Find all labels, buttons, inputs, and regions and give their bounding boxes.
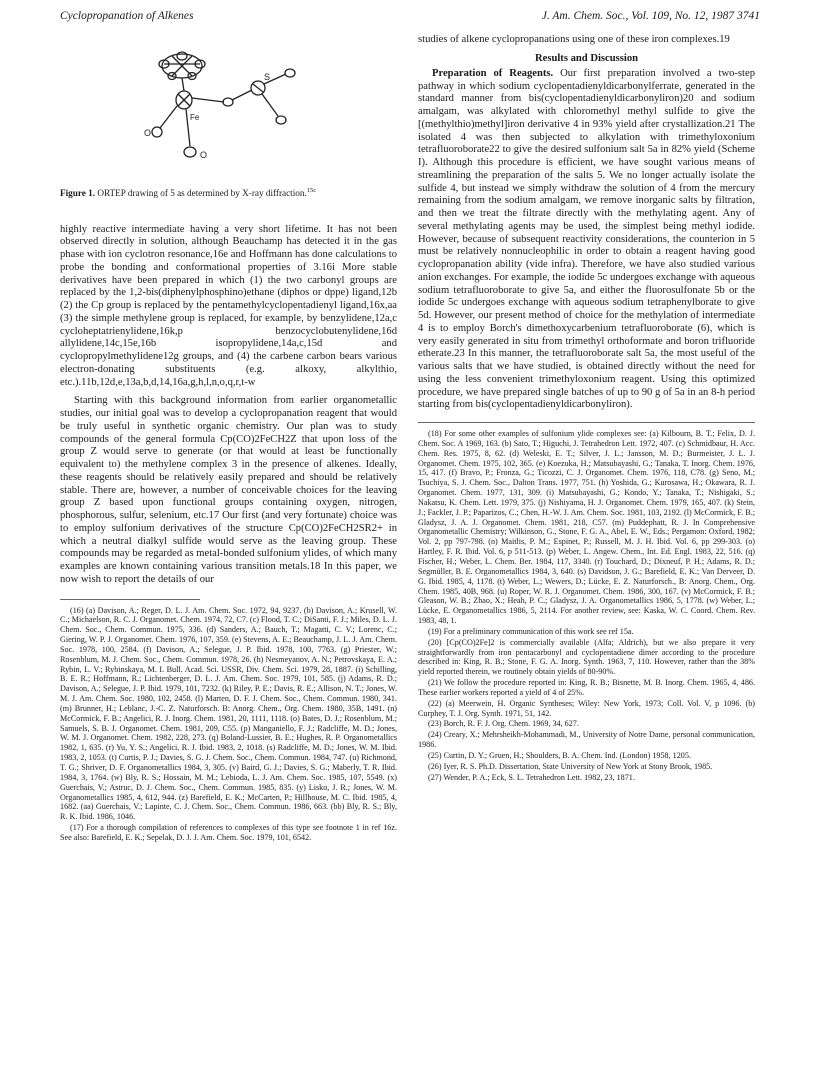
caption-label: Figure 1. [60, 188, 96, 198]
oxygen-label-1: O [144, 128, 152, 138]
paragraph: Starting with this background information from earlier organometallic studies, our initial goal was to develop a cyclopropanation reagent that would be truly useful in synthetic organic chemistry. Our plan was to study compounds of the general formula Cp(CO)2FeCH2Z that upon loss of the group Z would serve to generate (or that would at least be functionally equivalent to) the methylene complex 3 in the presence of alkenes. Ideally, these reagents should be relatively easily prepared and should be relatively stable. There are, however, a number of conceivable choices for the leaving group Z based upon functional groups containing oxygen, nitrogen, phosphorous, sulfur, selenium, etc.17 Our first (and very fortunate) choice was to employ sulfonium derivatives of the structure Cp(CO)2FeCH2SR2+ in which a neutral dialkyl sulfide would serve as the leaving group. These compounds may be regarded as metal-bonded sulfonium ylides, of which many examples are known containing various transition metals.18 In this paper, we now wish to report the details of our [60, 395, 397, 585]
ortep-drawing [120, 34, 320, 174]
running-title: Cyclopropanation of Alkenes [60, 10, 194, 22]
figure-1 [60, 34, 397, 184]
journal-citation: J. Am. Chem. Soc., Vol. 109, No. 12, 1987 3741 [541, 10, 760, 22]
footnote-divider [60, 599, 200, 600]
footnotes-left [60, 606, 397, 843]
footnote-divider [418, 422, 755, 423]
footnote: (20) [Cp(CO)2Fe]2 is commercially available (Alfa; Aldrich), but we also prepare it very straightforwardly from iron pentacarbonyl and cyclopentadiene dimer according to the procedure described in: King, R. B.; Stone, F. G. A. Inorg. Synth. 1963, 7, 110. However, rather than the 38% yield reported therein, we routinely obtain yields of 80-90%. [418, 637, 755, 677]
footnote: (21) We follow the procedure reported in: King, R. B.; Bisnette, M. B. Inorg. Chem. 1965, 4, 486. These earlier workers reported a yield of 4 of 25%. [418, 678, 755, 697]
footnote: (27) Wender, P. A.; Eck, S. L. Tetrahedron Lett. 1982, 23, 1871. [428, 772, 635, 782]
footnote: (22) (a) Meerwein, H. Organic Syntheses; Wiley: New York, 1973; Coll. Vol. V, p 1096. (b) Curphey, T. J. Org. Synth. 1971, 51, 142. [418, 698, 755, 718]
iron-label: Fe [190, 113, 200, 122]
sulfur-label: S [264, 72, 271, 82]
running-header [60, 10, 760, 26]
footnotes-right [418, 429, 755, 783]
paragraph: highly reactive intermediate having a very short lifetime. It has not been observed directly in solution, although Beauchamp has detected it in the gas phase with ion cyclotron resonance,16e and Hoffmann has done calculations to probe the bonding and conformational properties of 3.16i More stable derivatives have been prepared in which (1) the two carbonyl groups are replaced by the 1,2-bis(diphenylphosphino)ethane (diphos or dppe) ligand,12b (2) the Cp group is replaced by the pentamethylcyclopentadienyl ligand,16x,aa (3) the simple methylene group is replaced, for example, by benzylidene,12a,c cycloheptatrienylidene,16k,p benzocyclobutenylidene,16d allylidene,14c,15e,16b isopropylidene,14a,c,15d and cyclopropylmethylidene12g groups, and (4) the carbene carbon bears various electron-donating substituents (e.g. alkoxy, alkylthio, etc.).11b,12d,e,13a,b,d,14,16a,g,h,l,n,o,q,r,t-w [60, 223, 397, 388]
oxygen-label-2: O [200, 150, 208, 160]
right-column [418, 34, 755, 784]
footnote: (19) For a preliminary communication of this work see ref 15a. [428, 626, 634, 636]
figure-caption [60, 188, 397, 200]
footnote: (17) For a thorough compilation of references to complexes of this type see footnote 1 in ref 16z. See also: Barefield, E. K.; Sepelak, D. J. J. Am. Chem. Soc. 1979, 101, 6542. [60, 823, 397, 842]
left-column [60, 34, 397, 844]
footnote: (25) Curtin, D. Y.; Gruen, H.; Shoulders, B. A. Chem. Ind. (London) 1958, 1205. [428, 751, 691, 760]
footnote: (26) Iyer, R. S. Ph.D. Dissertation, State University of New York at Stony Brook, 1985. [428, 761, 713, 771]
footnote: (23) Borch, R. F. J. Org. Chem. 1969, 34, 627. [428, 719, 579, 729]
caption-text: ORTEP drawing of 5 as determined by X-ray diffraction. [95, 188, 307, 198]
subsection-heading: Preparation of Reagents. [432, 67, 554, 79]
caption-ref: 15c [306, 186, 317, 194]
footnote: (24) Creary, X.; Mehrsheikh-Mohammadi, M., University of Notre Dame, personal communication, 1986. [418, 730, 755, 750]
footnote: (18) For some other examples of sulfonium ylide complexes see: (a) Kilbourn, B. T.; Felix, D. J. Chem. Soc. A 1969, 163. (b) Sato, T.; Higuchi, J. Tetrahedron Lett. 1972, 407. (c) Schmidbaur, H. Acc. Chem. Res. 1975, 8, 62. (d) Weleski, E. T.; Silver, J. L.; Jansson, M. D.; Burmeister, J. L. J. Organomet. Chem. 1975, 102, 365. (e) Koezuka, H.; Matsubayashi, G.; Tanaka, T. Inorg. Chem. 1976, 15, 417. (f) Bravo, P.; Fronza, G.; Ticozzi, C. J. Organomet. Chem. 1976, 118, C78. (g) Seno, M.; Tsuchiya, S. J. Chem. Soc., Dalton Trans. 1977, 751. (h) Yoshida, G.; Kurosawa, H.; Okawara, R. J. Organomet. Chem. 1977, 131, 309. (i) Matsubayashi, G.; Kondo, Y.; Tanaka, T.; Nishigaki, S.; Nakatsu, K. Chem. Lett. 1979, 375. (j) Nishiyama, H. J. Organomet. Chem. 1979, 165, 407. (k) Stein, J.; Fackler, J. P.; Paparizos, C.; Chen, H.-W. J. Am. Chem. Soc. 1981, 103, 2192. (l) McCormick, F. B.; Gladysz, J. A. J. Organomet. Chem. 1981, 218, C57. (m) Puddephatt, R. J. In Comprehensive Organometallic Chemistry; Wilkinson, G., Stone, F. G. A., Abel, E. W., Eds.; Pergamon: Oxford, 1982; Vol. 2, pp 797-798. (n) Maitlis, P. M.; Espinet, P.; Russell, M. J. H. Ibid. Vol. 6, pp 299-303. (o) Hartley, F. R. Ibid. Vol. 6, p 511-513. (p) Weber, L. Angew. Chem., Int. Ed. Engl. 1983, 22, 516. (q) Fischer, H.; Weber, L. Chem. Ber. 1984, 117, 3340. (r) Touchard, D.; Dixneuf, P. H.; Adams, R. D.; Segmüller, B. E. Organometallics 1984, 3, 640. (s) Davidson, J. G.; Barefield, E. K.; Van Derveer, D. G. Ibid. 1985, 4, 1178. (t) Weber, L.; Wewers, D.; Lücke, E. Z. Naturforsch., B: Anorg. Chem., Org. Chem. 1985, 40B, 968. (u) Roper, W. R. J. Organomet. Chem. 1986, 300, 167. (v) McCormick, F. B.; Gleason, W. B.; Zhao, X.; Heah, P. C.; Gladysz, J. A. Organometallics 1986, 5, 1778. (w) Weber, L.; Lücke, E. Organometallics 1986, 5, 2114. For another review, see: Kaska, W. C. Coord. Chem. Rev. 1983, 48, 1. [418, 429, 755, 626]
paragraph [418, 68, 755, 412]
footnote: (16) (a) Davison, A.; Reger, D. L. J. Am. Chem. Soc. 1972, 94, 9237. (b) Davison, A.; Krusell, W. C.; Michaelson, R. C. J. Organomet. Chem. 1974, 72, C7. (c) Flood, T. C.; DiSanti, F. J.; Miles, D. L. J. Chem. Soc., Chem. Commun. 1975, 336. (d) Sanders, A.; Bauch, T.; Magatti, C. V.; Lorenc, C.; Giering, W. P. J. Organomet. Chem. 1976, 107, 359. (e) Stevens, A. E.; Beauchamp, J. L. J. Am. Chem. Soc. 1978, 100, 2584. (f) Davison, A.; Selegue, J. P. Ibid. 1978, 100, 7763. (g) Priester, W.; Rosenblum, M. J. Chem. Soc., Chem. Commun. 1978, 26. (h) Nesmeyanov, A. N.; Petrovskaya, E. A.; Rybin, L. V.; Rybinskaya, M. I. Bull. Acad. Sci. USSR, Div. Chem. Sci. 1979, 28, 1887. (i) Schilling, B. E. R.; Hoffmann, R.; Lichtenberger, D. L. J. Am. Chem. Soc. 1979, 101, 585. (j) Adams, R. D.; Davison, A.; Selegue, J. P. Ibid. 1979, 101, 7232. (k) Riley, P. E.; Davis, R. E.; Allison, N. T.; Jones, W. M. J. Am. Chem. Soc. 1980, 102, 2458. (l) Marten, D. F. J. Chem. Soc., Chem. Commun. 1980, 341. (m) Brunner, H.; Leblanc, J.-C. Z. Naturforsch. B: Anorg. Chem., Org. Chem. 1980, 35B, 1491. (n) McCormick, F. B.; Angelici, R. J. Inorg. Chem. 1981, 20, 1111, 1118. (o) Bates, D. J.; Rosenblum, M.; Samuels, S. B. J. Organomet. Chem. 1981, 209, C55. (p) Manganiello, F. J.; Radcliffe, M. D.; Jones, W. M. J. Organomet. Chem. 1982, 228, 273. (q) Boland-Lussier, B. E.; Hughes, R. P. Organometallics 1982, 1, 635. (r) Yu, Y. S.; Angelici, R. J. Ibid. 1983, 2, 1018. (s) Radcliffe, M. D.; Jones, W. M. Ibid. 1983, 2, 1053. (t) Curtis, P. J.; Davies, S. G. J. Chem. Soc., Chem. Commun. 1984, 747. (u) Richmond, T. G.; Shriver, D. F. Organometallics 1984, 3, 305. (v) Baird, G. J.; Davies, S. G.; Maberly, T. R. Ibid. 1984, 3, 1764. (w) Bly, R. S.; Hossain, M. M.; Lebioda, L. J. Am. Chem. Soc. 1985, 107, 5549. (x) Guerchais, V.; Astruc, D. J. Chem. Soc., Chem. Commun. 1985, 835. (y) Lisko, J. R.; Jones, W. M. Organometallics 1985, 4, 612, 944. (z) Barefield, E. K.; McCarten, P.; Hillhouse, M. C. Ibid. 1985, 4, 1682. (aa) Guerchais, V.; Lapinte, C. J. Chem. Soc., Chem. Commun. 1986, 663. (bb) Bly, R. S.; Bly, R. K. Ibid. 1986, 1046. [60, 605, 397, 822]
section-heading: Results and Discussion [534, 52, 639, 64]
paragraph-text: Our first preparation involved a two-step pathway in which sodium cyclopentadienyldicarbonylferrate, generated in the standard manner from bis(cyclopentadienyldicarbonyliron)20 and sodium amalgam, was alkylated with chloromethyl methyl sulfide to give the [(methylthio)methyl]iron derivative 4 in 93% yield after crystallization.21 The isolated 4 was then subjected to alkylation with trimethyloxonium tetrafluoroborate22 to give the desired sulfonium salt 5a in 82% yield (Scheme I). Although this procedure is efficient, we have sought various means of streamlining the preparation of the salts 5. We no longer actually isolate the sulfide 4, but instead we simply withdraw the solution of 4 from the mercury remaining from the sodium amalgam, we remove inorganic salts by filtration, and then we treat the filtrate directly with the methylating agent. Any of several methylating agents may be used, the simplest being methyl iodide. However, because of subsequent reactivity considerations, the counterion in 5 must be relatively nonnucleophilic in order to obtain a reagent having good cyclopropanation ability (vide infra). Therefore, we have also studied various anion exchanges. For example, the iodide 5c undergoes exchange with aqueous sodium tetrafluoroborate to give 5a, and either the fluorosulfonate 5b or the iodide 5c undergoes exchange with aqueous sodium tetraphenylborate to give 5d. However, our present method of choice for the methylation of intermediate 4 is to employ Borch's dimethoxycarbenium tetrafluoroborate (6), which is very easily generated in situ from trimethyl orthoformate and boron trifluoride etherate.23 In this manner, the tetrafluoroborate salt 5a, the most useful of the various salts that we have studied, is obtained directly without the need for using the less convenient trimethyloxonium reagent. Using this optimized procedure, we have prepared single batches of up to 90 g of 5a in an 8-h period starting from bis(cyclopentadienyldicarbonyliron). [418, 67, 755, 411]
paragraph: studies of alkene cyclopropanations using one of these iron complexes.19 [418, 34, 730, 45]
